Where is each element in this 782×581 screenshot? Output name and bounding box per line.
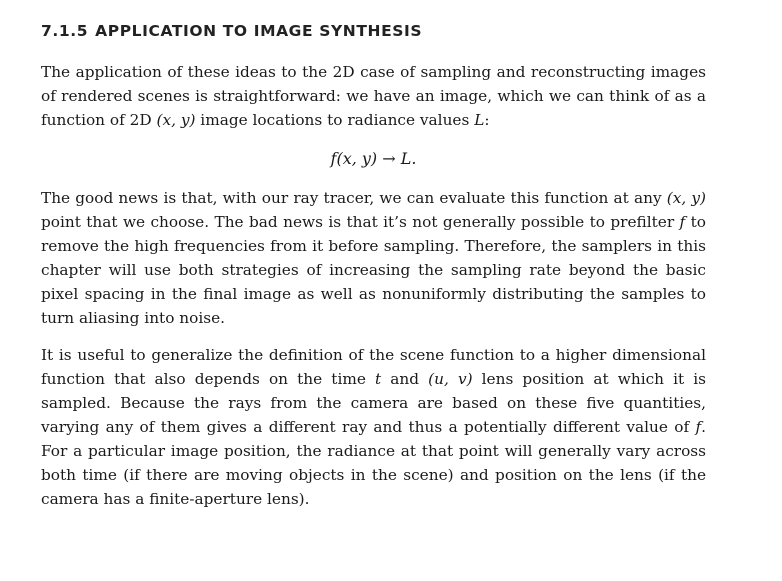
text-run: to remove the high frequencies from it before sampling. Therefore, the samplers in this chapter will use both strategies of increasing the sampling rate beyond the basic pixel spacing in the final image as well as nonuniformly distributing the samples to turn aliasing into noise. (41, 213, 706, 327)
text-run: The application of these ideas to the 2D case of sampling and reconstructing images of rendered scenes is straightforward: we have an image, which we can think of as a function of 2D (41, 63, 706, 129)
text-run: and (381, 370, 429, 388)
text-run: : (484, 111, 490, 129)
equation (41, 147, 706, 171)
text-run: point that we choose. The bad news is that it’s not generally possible to prefilter (41, 213, 680, 231)
math-inline: (u, v) (428, 370, 473, 388)
section-number: 7.1.5 (41, 22, 89, 40)
text-run: . For a particular image position, the radiance at that point will generally vary across both time (if there are moving objects in the scene) and position on the lens (if the camera has a finite-aperture lens). (41, 418, 706, 508)
math-inline: (x, y) (156, 111, 196, 129)
section-heading (41, 22, 706, 40)
text-run: The good news is that, with our ray tracer, we can evaluate this function at any (41, 189, 667, 207)
math-inline: L (474, 111, 485, 129)
paragraph-intro (41, 60, 706, 132)
text-run: image locations to radiance values (195, 111, 475, 129)
math-inline: f (679, 213, 686, 231)
math-inline: t (375, 370, 382, 388)
text-run: lens position at which it is sampled. Because the rays from the camera are based on these five quantities, varying any of them gives a different ray and thus a potentially different value of (41, 370, 706, 436)
equation-text: f(x, y) → L. (330, 149, 417, 168)
page-content (41, 22, 706, 511)
math-inline: f (695, 418, 702, 436)
paragraph-good-news (41, 186, 706, 330)
text-run: It is useful to generalize the definition of the scene function to a higher dimensional function that also depends on the time (41, 346, 706, 388)
section-title: APPLICATION TO IMAGE SYNTHESIS (95, 22, 423, 40)
paragraph-generalize (41, 343, 706, 511)
math-inline: (x, y) (666, 189, 706, 207)
